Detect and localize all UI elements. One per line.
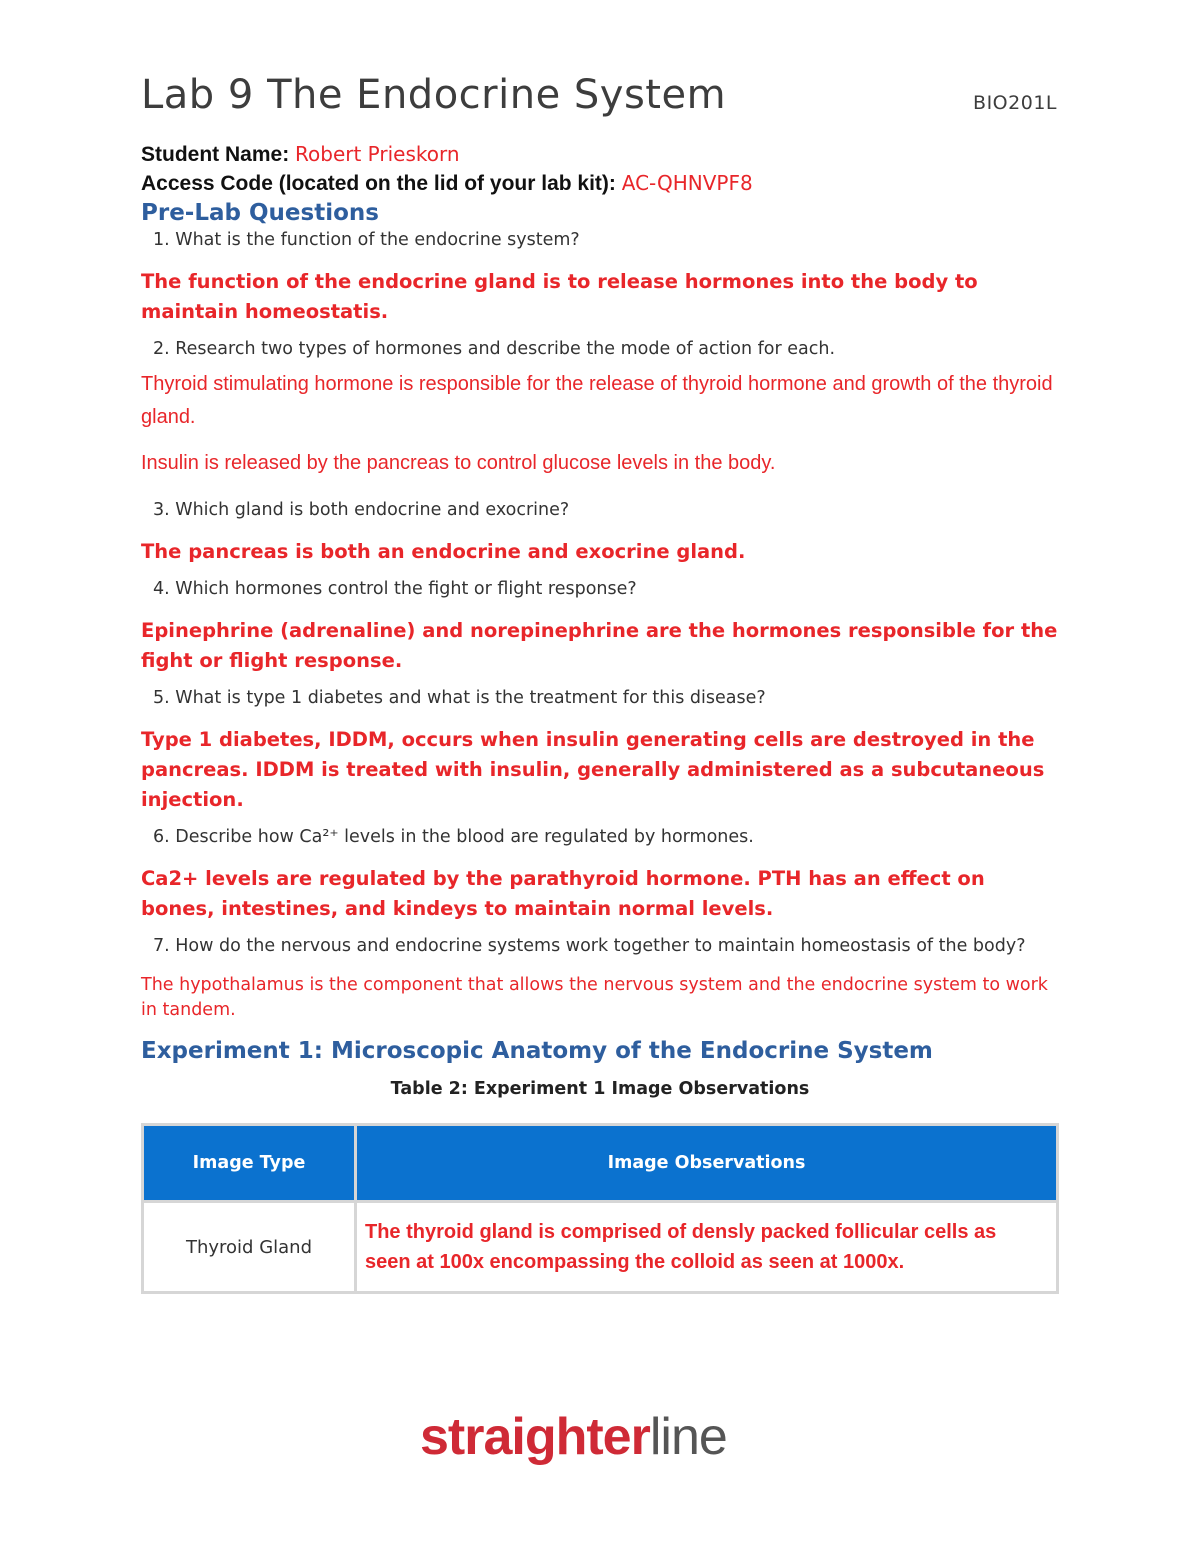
answer-4: Epinephrine (adrenaline) and norepinephrine are the hormones responsible for the fight or flight response. (141, 619, 1058, 672)
document-page (141, 70, 1059, 1294)
image-observation-cell: The thyroid gland is comprised of densly packed follicular cells as seen at 100x encompassing the colloid as seen at 1000x. (356, 1202, 1058, 1293)
access-code-line: Access Code (located on the lid of your lab kit): AC-QHNVPF8 (141, 171, 753, 195)
answer-1: The function of the endocrine gland is to release hormones into the body to maintain homeostatis. (141, 270, 978, 323)
answer-5: Type 1 diabetes, IDDM, occurs when insulin generating cells are destroyed in the pancreas. IDDM is treated with insulin, generally administered as a subcutaneous injection. (141, 728, 1045, 811)
image-type-cell: Thyroid Gland (143, 1202, 356, 1293)
question-3: 3. Which gland is both endocrine and exocrine? (153, 500, 570, 520)
logo-part-line: line (649, 1408, 727, 1466)
student-name-label: Student Name (141, 143, 283, 166)
table-caption: Table 2: Experiment 1 Image Observations (390, 1079, 810, 1099)
question-4: 4. Which hormones control the fight or flight response? (153, 579, 637, 599)
answer-3: The pancreas is both an endocrine and exocrine gland. (141, 540, 746, 563)
logo-part-straighter: straighter (420, 1408, 650, 1466)
student-name-line: Student Name: Robert Prieskorn (141, 142, 460, 166)
course-code: BIO201L (973, 92, 1057, 114)
question-5: 5. What is type 1 diabetes and what is the treatment for this disease? (153, 688, 766, 708)
document-title: Lab 9 The Endocrine System (141, 72, 727, 118)
prelab-heading: Pre-Lab Questions (141, 200, 379, 226)
student-name-value: Robert Prieskorn (295, 142, 460, 166)
column-header-image-observations: Image Observations (356, 1125, 1058, 1202)
answer-7: The hypothalamus is the component that allows the nervous system and the endocrine system to work in tandem. (141, 975, 1048, 1020)
question-1: 1. What is the function of the endocrine system? (153, 230, 580, 250)
access-code-label: Access Code (located on the lid of your lab kit) (141, 172, 609, 195)
experiment-heading: Experiment 1: Microscopic Anatomy of the Endocrine System (141, 1038, 933, 1064)
answer-2a: Thyroid stimulating hormone is responsible for the release of thyroid hormone and growth of the thyroid gland. (141, 373, 1053, 428)
table-header-row (143, 1125, 1058, 1202)
answer-6: Ca2+ levels are regulated by the parathyroid hormone. PTH has an effect on bones, intestines, and kindeys to maintain normal levels. (141, 867, 985, 920)
straighterline-logo (420, 1405, 780, 1475)
observations-table (141, 1123, 1059, 1294)
title-row (141, 70, 1059, 126)
logo-wordmark (420, 1407, 727, 1467)
answer-2b: Insulin is released by the pancreas to control glucose levels in the body. (141, 452, 776, 474)
column-header-image-type: Image Type (143, 1125, 356, 1202)
question-7: 7. How do the nervous and endocrine systems work together to maintain homeostasis of the body? (153, 936, 1026, 956)
table-row (143, 1202, 1058, 1293)
question-2: 2. Research two types of hormones and describe the mode of action for each. (153, 339, 836, 359)
access-code-value: AC-QHNVPF8 (621, 171, 753, 195)
question-6: 6. Describe how Ca²⁺ levels in the blood are regulated by hormones. (153, 827, 754, 847)
